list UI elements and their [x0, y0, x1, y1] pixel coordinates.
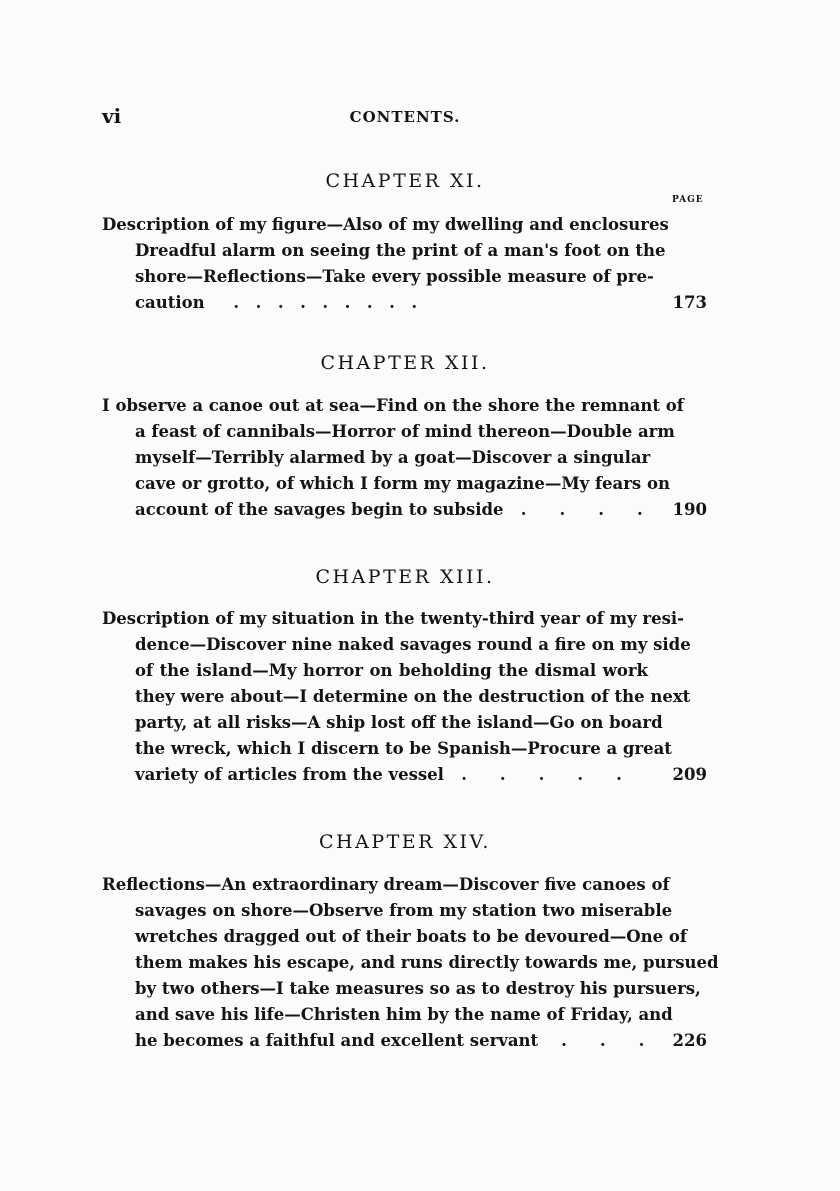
dot-leaders: . . . . . . . . . [233, 293, 418, 312]
summary-line: variety of articles from the vessel [135, 765, 444, 784]
summary-last-line [102, 762, 707, 788]
page-column-label: PAGE [672, 195, 704, 205]
chapter-heading-xi: CHAPTER XI. [325, 170, 485, 192]
page-number: 190 [672, 500, 707, 519]
dot-leaders: . . . . [520, 500, 643, 519]
summary-last-line [102, 290, 707, 316]
chapter-xi-summary [102, 212, 707, 316]
summary-line: and save his life—Christen him by the name of Friday, and [135, 1005, 673, 1024]
dot-leaders: . . . . . [461, 765, 622, 784]
chapter-xiv-summary [102, 872, 719, 1054]
page-number: 226 [672, 1031, 707, 1050]
chapter-xii-summary [102, 393, 707, 523]
summary-line: Reflections—An extraordinary dream—Discover five canoes of [102, 875, 670, 894]
summary-line: Description of my situation in the twenty-third year of my resi- [102, 609, 684, 628]
summary-line: caution [135, 293, 205, 312]
summary-line: savages on shore—Observe from my station two miserable [135, 901, 673, 920]
chapter-heading-xiii: CHAPTER XIII. [315, 566, 495, 588]
summary-last-line [102, 497, 707, 523]
summary-line: they were about—I determine on the destruction of the next [135, 687, 691, 706]
summary-line: dence—Discover nine naked savages round a fire on my side [135, 635, 691, 654]
page-number: 173 [672, 293, 707, 312]
running-head [0, 104, 840, 134]
summary-line: I observe a canoe out at sea—Find on the shore the remnant of [102, 396, 684, 415]
summary-line: cave or grotto, of which I form my magazine—My fears on [135, 474, 670, 493]
running-title: CONTENTS. [349, 108, 461, 126]
summary-line: them makes his escape, and runs directly towards me, pursued [135, 953, 719, 972]
summary-line: account of the savages begin to subside [135, 500, 504, 519]
chapter-heading-xiv: CHAPTER XIV. [319, 831, 491, 853]
chapter-heading-xii: CHAPTER XII. [320, 352, 490, 374]
dot-leaders: . . . [561, 1031, 645, 1050]
chapter-xiii-summary [102, 606, 707, 788]
summary-line: shore—Reflections—Take every possible measure of pre- [135, 267, 654, 286]
page-folio: vi [102, 104, 122, 128]
summary-line: a feast of cannibals—Horror of mind thereon—Double arm [135, 422, 675, 441]
summary-line: by two others—I take measures so as to destroy his pursuers, [135, 979, 701, 998]
summary-line: the wreck, which I discern to be Spanish—Procure a great [135, 739, 672, 758]
summary-line: Description of my figure—Also of my dwelling and enclosures [102, 215, 669, 234]
summary-line: Dreadful alarm on seeing the print of a man's foot on the [135, 241, 666, 260]
page-number: 209 [672, 765, 707, 784]
summary-last-line [102, 1028, 707, 1054]
summary-line: he becomes a faithful and excellent servant [135, 1031, 539, 1050]
summary-line: wretches dragged out of their boats to be devoured—One of [135, 927, 688, 946]
summary-line: party, at all risks—A ship lost off the island—Go on board [135, 713, 663, 732]
summary-line: of the island—My horror on beholding the dismal work [135, 661, 648, 680]
summary-line: myself—Terribly alarmed by a goat—Discover a singular [135, 448, 651, 467]
